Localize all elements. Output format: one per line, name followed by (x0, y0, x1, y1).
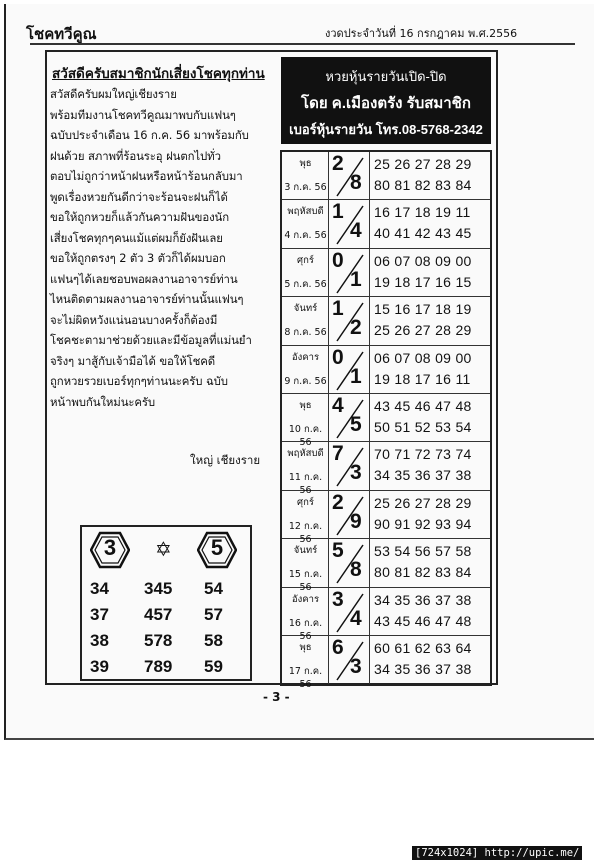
numbers-line-2: 40 41 42 43 45 (374, 225, 472, 242)
table-row (282, 297, 490, 345)
numbers-cell (370, 200, 490, 247)
lucky-number: 39 (90, 657, 109, 676)
table-row (282, 152, 490, 200)
numbers-line-1: 06 07 08 09 00 (374, 349, 472, 366)
article-signature: ใหญ่ เชียงราย (190, 453, 261, 467)
digit-pair-cell (329, 297, 370, 344)
digit-pair-cell (329, 249, 370, 296)
article-line: ขอให้ถูกหวยก็แล้วกันความฝันของนัก (50, 210, 230, 224)
article-line: จริงๆ มาสู้กับเจ้ามือได้ ขอให้โชคดี (50, 353, 216, 368)
table-row (282, 200, 490, 248)
lucky-number: 37 (90, 605, 109, 624)
day-cell (282, 442, 329, 497)
day-name: พุธ (299, 641, 312, 653)
digit-pair-cell (329, 539, 370, 586)
right-digit: 5 (210, 535, 224, 560)
lucky-number: 457 (144, 605, 173, 624)
digit-pair-cell (329, 491, 370, 538)
numbers-line-2: 90 91 92 93 94 (374, 515, 472, 532)
day-date: 16 ก.ค. 56 (288, 617, 323, 642)
day-cell (282, 249, 329, 296)
top-digit: 2 (332, 152, 344, 175)
numbers-line-2: 25 26 27 28 29 (374, 322, 472, 339)
day-cell (282, 297, 329, 344)
magazine-title: โชคทวีคูณ (26, 25, 97, 43)
numbers-line-2: 80 81 82 83 84 (374, 177, 472, 193)
digit-pair-cell (329, 588, 370, 635)
numbers-line-1: 53 54 56 57 58 (374, 543, 472, 560)
article-line: ตอบไม่ถูกว่าหน้าฝนหรือหน้าร้อนกลับมา (50, 169, 243, 183)
digit-pair-cell (329, 394, 370, 441)
numbers-cell (370, 394, 490, 441)
numbers-line-1: 34 35 36 37 38 (374, 591, 472, 608)
day-name: จันทร์ (293, 303, 318, 315)
numbers-line-1: 70 71 72 73 74 (374, 446, 472, 463)
digit-pair-cell (329, 200, 370, 247)
digit-pair-cell (329, 442, 370, 489)
day-name: ศุกร์ (297, 496, 314, 508)
numbers-line-1: 16 17 18 19 11 (374, 204, 471, 221)
day-date: 9 ก.ค. 56 (284, 375, 327, 387)
day-date: 8 ก.ค. 56 (284, 327, 327, 339)
article-line: โชคชะตามาช่วยด้วยและมีข้อมูลที่แม่นยำ (50, 333, 252, 347)
day-name: พฤหัสบดี (287, 448, 324, 460)
banner-line-1: หวยหุ้นรายวันเปิด-ปิด (325, 69, 447, 84)
header-rule (30, 43, 575, 45)
lucky-number: 59 (204, 657, 223, 676)
day-name: อังคาร (291, 593, 320, 605)
numbers-line-1: 43 45 46 47 48 (374, 397, 472, 414)
day-date: 12 ก.ค. 56 (288, 520, 323, 545)
left-digit: 3 (103, 535, 117, 560)
numbers-cell (370, 249, 490, 296)
page-number: - 3 - (263, 690, 290, 704)
bottom-digit: 3 (350, 654, 362, 678)
numbers-cell (370, 588, 490, 635)
article-line: สวัสดีครับผมใหญ่เชียงราย (50, 87, 177, 101)
lucky-number: 345 (144, 579, 173, 598)
article-line: เสี่ยงโชคทุกๆคนแม้แต่ผมก็ยังฝันเลย (50, 230, 223, 245)
numbers-line-2: 43 45 46 47 48 (374, 612, 472, 629)
day-name: ศุกร์ (297, 254, 314, 266)
day-cell (282, 539, 329, 594)
day-date: 4 ก.ค. 56 (284, 230, 327, 242)
article-line: ฝนด้วย สภาพที่ร้อนระอุ ฝนตกไปทั่ว (50, 148, 221, 163)
issue-date: งวดประจำวันที่ 16 กรกฎาคม พ.ศ.2556 (325, 27, 518, 40)
lucky-number: 38 (90, 631, 109, 650)
day-date: 17 ก.ค. 56 (288, 665, 323, 690)
day-name: พฤหัสบดี (287, 206, 324, 218)
top-digit: 1 (332, 200, 344, 224)
lucky-number: 34 (90, 579, 109, 598)
numbers-line-2: 34 35 36 37 38 (374, 660, 472, 677)
image-host-footer: [724x1024] http://upic.me/ (412, 846, 582, 860)
day-cell (282, 346, 329, 393)
lucky-number: 58 (204, 631, 223, 650)
top-digit: 5 (332, 539, 344, 563)
article-line: พร้อมทีมงานโชคทวีคูณมาพบกับแฟนๆ (50, 107, 236, 122)
lucky-number: 578 (144, 631, 173, 650)
numbers-line-1: 60 61 62 63 64 (374, 639, 472, 656)
bottom-digit: 4 (350, 606, 362, 630)
article-line: ฉบับประจำเดือน 16 ก.ค. 56 มาพร้อมกับ (50, 128, 249, 142)
bottom-digit: 1 (350, 364, 362, 388)
bottom-digit: 9 (350, 509, 362, 533)
day-date: 3 ก.ค. 56 (284, 182, 327, 193)
day-name: พุธ (299, 399, 312, 411)
table-row (282, 539, 490, 594)
day-date: 11 ก.ค. 56 (288, 472, 323, 497)
top-digit: 7 (332, 442, 344, 466)
banner-line-2: โดย ค.เมืองตรัง รับสมาชิก (301, 95, 471, 112)
bottom-digit: 4 (350, 219, 362, 243)
article-line: ไหนติดตามผลงานอาจารย์ท่านนั้นแฟนๆ (50, 292, 244, 306)
day-cell (282, 152, 329, 199)
numbers-line-2: 50 51 52 53 54 (374, 418, 472, 435)
day-date: 5 ก.ค. 56 (284, 278, 327, 290)
result-table (280, 150, 492, 690)
article-line: หน้าพบกันใหม่นะครับ (50, 394, 156, 409)
table-row (282, 635, 490, 690)
article-line: จะไม่ผิดหวังแน่นอนบางครั้งก็ต้องมี (50, 312, 218, 327)
bottom-digit: 8 (350, 558, 362, 582)
article-title: สวัสดีครับสมาชิกนักเสี่ยงโชคทุกท่าน (52, 66, 265, 82)
lucky-number-box (80, 525, 252, 681)
numbers-line-1: 06 07 08 09 00 (374, 252, 472, 269)
top-digit: 0 (332, 248, 344, 272)
article-line: แฟนๆได้เลยชอบพอผลงานอาจารย์ท่าน (50, 271, 238, 286)
day-cell (282, 588, 329, 642)
numbers-line-2: 19 18 17 16 11 (374, 370, 471, 387)
top-digit: 2 (332, 490, 344, 514)
day-cell (282, 200, 329, 247)
top-digit: 3 (332, 587, 344, 611)
day-cell (282, 394, 329, 448)
article-body (50, 84, 276, 412)
numbers-line-2: 34 35 36 37 38 (374, 467, 472, 484)
day-cell (282, 636, 329, 690)
bottom-digit: 1 (350, 267, 362, 291)
numbers-cell (370, 442, 490, 489)
day-date: 10 ก.ค. 56 (288, 423, 323, 448)
star-of-david-icon: ✡ (155, 537, 172, 561)
top-digit: 1 (332, 297, 344, 321)
banner-line-3: เบอร์หุ้นรายวัน โทร.08-5768-2342 (289, 122, 483, 137)
numbers-cell (370, 346, 490, 393)
numbers-line-1: 25 26 27 28 29 (374, 156, 472, 172)
top-digit: 0 (332, 345, 344, 369)
digit-pair-cell (329, 346, 370, 393)
promo-banner (281, 57, 491, 144)
lucky-number: 789 (144, 657, 173, 676)
article-line: ขอให้ถูกตรงๆ 2 ตัว 3 ตัวก็ได้ผมบอก (50, 251, 226, 265)
top-digit: 4 (332, 393, 344, 417)
numbers-cell (370, 297, 490, 344)
numbers-cell (370, 491, 490, 538)
article-line: พูดเรื่องหวยกันดีกว่าจะร้อนจะฝนก็ได้ (50, 189, 228, 204)
day-name: อังคาร (291, 351, 320, 363)
digit-pair-cell (329, 636, 370, 684)
table-row (282, 490, 490, 545)
table-row (282, 249, 490, 297)
numbers-line-1: 15 16 17 18 19 (374, 301, 472, 318)
bottom-digit: 2 (350, 316, 362, 340)
day-date: 15 ก.ค. 56 (288, 569, 323, 594)
bottom-digit: 8 (350, 171, 362, 194)
numbers-line-1: 25 26 27 28 29 (374, 494, 472, 511)
numbers-line-2: 19 18 17 16 15 (374, 273, 472, 290)
numbers-cell (370, 636, 490, 684)
table-row (282, 346, 490, 394)
day-name: จันทร์ (293, 545, 318, 557)
bottom-digit: 3 (350, 461, 362, 485)
bottom-digit: 5 (350, 412, 362, 436)
lucky-number: 57 (204, 605, 223, 624)
table-row (282, 587, 490, 642)
numbers-line-2: 80 81 82 83 84 (374, 564, 472, 581)
digit-pair-cell (329, 152, 370, 199)
article-line: ถูกหวยรวยเบอร์ทุกๆท่านนะครับ ฉบับ (50, 374, 228, 388)
table-row (282, 442, 490, 497)
day-cell (282, 491, 329, 545)
top-digit: 6 (332, 635, 344, 659)
table-row (282, 393, 490, 448)
numbers-cell (370, 152, 490, 199)
lucky-number: 54 (204, 579, 223, 598)
numbers-cell (370, 539, 490, 586)
day-name: พุธ (299, 158, 312, 169)
